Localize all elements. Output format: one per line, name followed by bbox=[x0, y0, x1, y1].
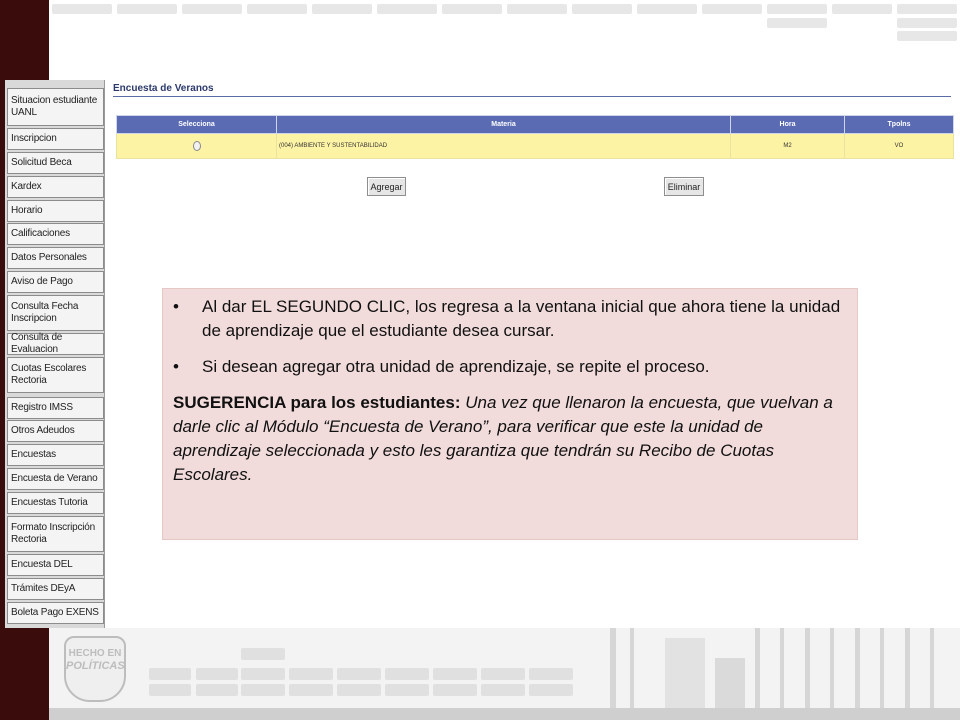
tipo-cell: VO bbox=[845, 134, 954, 159]
menu-item-label: Solicitud Beca bbox=[11, 157, 72, 168]
menu-item-label: Boleta Pago EXENS bbox=[11, 607, 99, 618]
suggestion-label: SUGERENCIA para los estudiantes: bbox=[173, 393, 461, 412]
hora-cell: M2 bbox=[731, 134, 845, 159]
menu-item-calificaciones[interactable] bbox=[7, 223, 104, 245]
note-bullet-text: Si desean agregar otra unidad de aprendizaje, se repite el proceso. bbox=[202, 357, 710, 376]
add-button[interactable]: Agregar bbox=[367, 177, 406, 196]
menu-item-label: Encuesta de Verano bbox=[11, 473, 98, 484]
menu-item-label: Calificaciones bbox=[11, 228, 70, 239]
menu-item-kardex[interactable] bbox=[7, 176, 104, 198]
title-divider bbox=[113, 96, 951, 97]
menu-item-cuotas-escolares[interactable] bbox=[7, 357, 104, 393]
menu-item-formato-inscripcion[interactable] bbox=[7, 516, 104, 552]
menu-item-consulta-evaluacion[interactable] bbox=[7, 333, 104, 355]
menu-item-label: Consulta Fecha Inscripcion bbox=[11, 301, 79, 324]
menu-item-horario[interactable] bbox=[7, 200, 104, 222]
menu-item-label: Cuotas Escolares Rectoria bbox=[11, 363, 87, 386]
menu-item-label: Situacion estudiante UANL bbox=[11, 95, 98, 118]
materia-cell: (004) AMBIENTE Y SUSTENTABILIDAD bbox=[277, 134, 731, 159]
menu-item-boleta-pago[interactable] bbox=[7, 602, 104, 624]
courses-table bbox=[116, 115, 954, 159]
table-row bbox=[117, 134, 954, 159]
column-header-hora: Hora bbox=[731, 116, 845, 134]
column-header-materia: Materia bbox=[277, 116, 731, 134]
menu-item-label: Inscripcion bbox=[11, 133, 57, 144]
menu-item-encuesta-del[interactable] bbox=[7, 554, 104, 576]
menu-item-otros-adeudos[interactable] bbox=[7, 420, 104, 442]
menu-item-label: Encuestas Tutoria bbox=[11, 497, 88, 508]
menu-item-label: Kardex bbox=[11, 181, 42, 192]
menu-item-label: Datos Personales bbox=[11, 252, 87, 263]
remove-button[interactable]: Eliminar bbox=[664, 177, 704, 196]
building-graphic bbox=[580, 628, 960, 708]
menu-item-inscripcion[interactable] bbox=[7, 128, 104, 150]
column-header-selecciona: Selecciona bbox=[117, 116, 277, 134]
menu-item-aviso-pago[interactable] bbox=[7, 271, 104, 293]
bullet-marker: • bbox=[173, 357, 179, 376]
bullet-marker: • bbox=[173, 297, 179, 316]
menu-item-registro-imss[interactable] bbox=[7, 397, 104, 419]
menu-item-label: Horario bbox=[11, 205, 43, 216]
menu-item-encuesta-verano[interactable] bbox=[7, 468, 104, 490]
instruction-note bbox=[162, 288, 858, 540]
suggestion-paragraph bbox=[173, 391, 849, 487]
menu-item-encuestas-tutoria[interactable] bbox=[7, 492, 104, 514]
column-header-tipo: Tpolns bbox=[845, 116, 954, 134]
note-bullet-text: Al dar EL SEGUNDO CLIC, los regresa a la ventana inicial que ahora tiene la unidad de aprendizaje que el estudiante desea cursar. bbox=[202, 297, 841, 340]
note-bullet bbox=[173, 295, 849, 343]
page-title: Encuesta de Veranos bbox=[113, 83, 214, 94]
course-radio-button[interactable] bbox=[193, 141, 201, 151]
sidebar-menu bbox=[5, 80, 105, 628]
menu-item-datos-personales[interactable] bbox=[7, 247, 104, 269]
menu-item-encuestas[interactable] bbox=[7, 444, 104, 466]
top-decorative-strip bbox=[49, 0, 960, 60]
table-header-row bbox=[117, 116, 954, 134]
logo-line-1: HECHO EN bbox=[68, 648, 122, 659]
menu-item-situacion[interactable] bbox=[7, 88, 104, 126]
menu-item-solicitud-beca[interactable] bbox=[7, 152, 104, 174]
menu-item-label: Encuestas bbox=[11, 449, 56, 460]
footer-line bbox=[49, 708, 960, 720]
menu-item-label: Registro IMSS bbox=[11, 402, 73, 413]
menu-item-label: Otros Adeudos bbox=[11, 425, 75, 436]
menu-item-consulta-fecha[interactable] bbox=[7, 295, 104, 331]
logo-line-2: POLÍTICAS bbox=[66, 660, 125, 672]
menu-item-label: Formato Inscripción Rectoria bbox=[11, 522, 96, 545]
hecho-en-politicas-logo bbox=[64, 636, 126, 702]
note-bullet bbox=[173, 355, 849, 379]
select-cell bbox=[117, 134, 277, 159]
suggestion-text: Una vez que llenaron la encuesta, que vuelvan a darle clic al Módulo “Encuesta de Verano”, para verificar que este la unidad de aprendizaje seleccionada y esto les garantiza que tendrán su Recibo de Cuotas Escolares. bbox=[173, 393, 833, 484]
menu-item-label: Encuesta DEL bbox=[11, 559, 73, 570]
menu-item-label: Consulta de Evaluacion bbox=[11, 332, 63, 355]
menu-item-label: Trámites DEyA bbox=[11, 583, 76, 594]
menu-item-tramites-deya[interactable] bbox=[7, 578, 104, 600]
menu-item-label: Aviso de Pago bbox=[11, 276, 73, 287]
